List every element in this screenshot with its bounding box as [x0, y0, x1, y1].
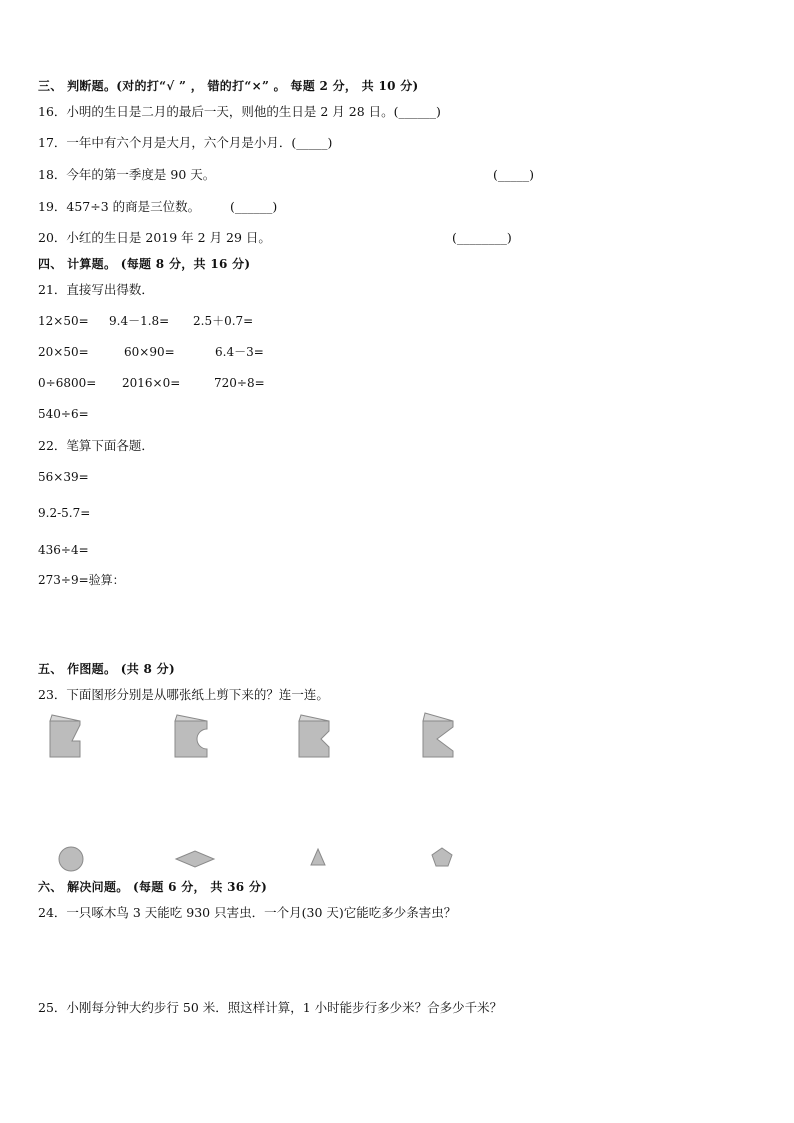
written-calc-item: 56×39=: [38, 470, 89, 484]
calc-item: 60×90=: [124, 345, 175, 359]
question-21: 21．直接写出得数．: [38, 282, 154, 297]
question-25: 25．小刚每分钟大约步行 50 米．照这样计算，1 小时能步行多少米？合多少千米？: [38, 1000, 503, 1015]
section-5-heading: 五、 作图题。 (共 8 分): [38, 662, 175, 676]
question-19-answer-blank[interactable]: (______): [230, 199, 278, 214]
written-calc-item: 9.2-5.7=: [38, 506, 91, 520]
circle-shape-icon[interactable]: [57, 845, 85, 873]
triangle-shape-icon[interactable]: [309, 847, 327, 867]
calc-item: 9.4－1.8=: [109, 314, 170, 328]
folded-paper-semicircle-cut-icon[interactable]: [173, 713, 211, 759]
calc-item: 6.4－3=: [215, 345, 264, 359]
question-18-answer-blank[interactable]: (_____): [493, 167, 535, 182]
folded-paper-v-cut-icon[interactable]: [297, 713, 333, 759]
calc-item: 20×50=: [38, 345, 89, 359]
written-calc-item: 273÷9=验算：: [38, 573, 125, 587]
written-calc-item: 436÷4=: [38, 543, 89, 557]
question-17: 17．一年中有六个月是大月，六个月是小月．(_____): [38, 135, 333, 150]
question-23: 23．下面图形分别是从哪张纸上剪下来的？连一连。: [38, 687, 329, 702]
question-18: 18．今年的第一季度是 90 天。: [38, 167, 216, 182]
calc-item: 2.5＋0.7=: [193, 314, 254, 328]
question-22: 22．笔算下面各题．: [38, 438, 154, 453]
diamond-shape-icon[interactable]: [174, 849, 216, 869]
calc-item: 2016×0=: [122, 376, 181, 390]
calc-item: 0÷6800=: [38, 376, 97, 390]
folded-paper-triangle-cut-icon[interactable]: [421, 711, 457, 759]
question-24: 24．一只啄木鸟 3 天能吃 930 只害虫．一个月(30 天)它能吃多少条害虫？: [38, 905, 457, 920]
folded-paper-z-cut-icon[interactable]: [48, 713, 84, 759]
pentagon-shape-icon[interactable]: [430, 846, 454, 868]
question-16: 16．小明的生日是二月的最后一天，则他的生日是 2 月 28 日。(______): [38, 104, 441, 119]
calc-item: 12×50=: [38, 314, 89, 328]
question-19: 19．457÷3 的商是三位数。: [38, 199, 201, 214]
question-20-answer-blank[interactable]: (________): [452, 230, 512, 245]
question-20: 20．小红的生日是 2019 年 2 月 29 日。: [38, 230, 271, 245]
section-6-heading: 六、 解决问题。 (每题 6 分， 共 36 分): [38, 880, 268, 894]
calc-item: 540÷6=: [38, 407, 89, 421]
section-3-heading: 三、 判断题。(对的打“√ ” ， 错的打“×” 。 每题 2 分， 共 10 分): [38, 79, 419, 93]
calc-item: 720÷8=: [214, 376, 265, 390]
section-4-heading: 四、 计算题。 (每题 8 分，共 16 分): [38, 257, 251, 271]
